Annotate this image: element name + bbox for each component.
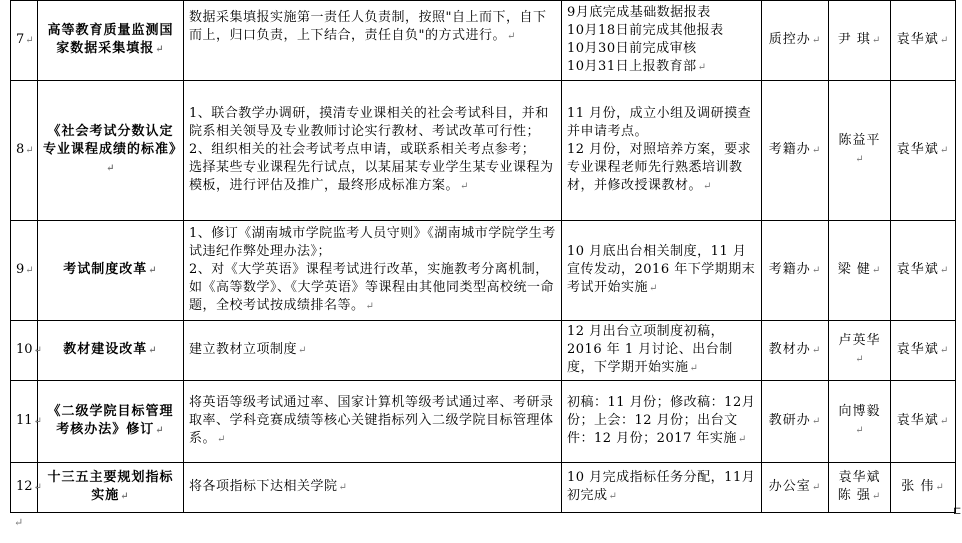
leader-cell: 袁华斌↵ xyxy=(891,81,956,221)
table-row xyxy=(11,321,956,381)
schedule-cell: 9月底完成基础数据报表 10月18日前完成其他报表 10月30日前完成审核 10月31日上报教育部↵ xyxy=(562,1,762,81)
project-name: 《二级学院目标管理考核办法》修订↵ xyxy=(38,381,184,463)
row-number: 12↵ xyxy=(11,463,38,513)
table-row xyxy=(11,81,956,221)
project-name: 考试制度改革↵ xyxy=(38,221,184,321)
department-cell: 考籍办↵ xyxy=(762,81,829,221)
paragraph-mark: ↵ xyxy=(14,516,24,529)
table-end-marker: ⊏ xyxy=(953,506,962,517)
project-name: 十三五主要规划指标实施↵ xyxy=(38,463,184,513)
leader-cell: 张 伟↵ xyxy=(891,463,956,513)
department-cell: 教材办↵ xyxy=(762,321,829,381)
schedule-cell: 初稿：11 月份；修改稿：12月份；上会：12 月份；出台文件：12 月份；2017 年实施↵ xyxy=(562,381,762,463)
measures-cell: 建立教材立项制度↵ xyxy=(184,321,562,381)
measures-cell: 将各项指标下达相关学院↵ xyxy=(184,463,562,513)
responsible-person-cell: 向博毅↵ xyxy=(829,381,891,463)
responsible-person-cell: 尹 琪↵ xyxy=(829,1,891,81)
project-name: 教材建设改革↵ xyxy=(38,321,184,381)
measures-cell: 1、联合教学办调研，摸清专业课相关的社会考试科目，并和院系相关领导及专业教师讨论实行教材、考试改革可行性； 2、组织相关的社会考试考点申请，或联系相关考点参考； 选择某些专业课程先行试点，以某届某专业学生某专业课程为模板，进行评估及推广，最终形成标准方案。↵ xyxy=(184,81,562,221)
responsible-person-cell: 袁华斌 陈 强↵ xyxy=(829,463,891,513)
leader-cell: 袁华斌↵ xyxy=(891,1,956,81)
table-row xyxy=(11,381,956,463)
department-cell: 教研办↵ xyxy=(762,381,829,463)
table-row xyxy=(11,1,956,81)
leader-cell: 袁华斌↵ xyxy=(891,321,956,381)
row-number: 10↵ xyxy=(11,321,38,381)
table-row xyxy=(11,221,956,321)
department-cell: 办公室↵ xyxy=(762,463,829,513)
row-number: 9↵ xyxy=(11,221,38,321)
schedule-cell: 12 月出台立项制度初稿，2016 年 1 月讨论、出台制度，下学期开始实施↵ xyxy=(562,321,762,381)
responsible-person-cell: 梁 健↵ xyxy=(829,221,891,321)
row-number: 7↵ xyxy=(11,1,38,81)
table-body xyxy=(11,1,956,513)
measures-cell: 将英语等级考试通过率、国家计算机等级考试通过率、考研录取率、学科竞赛成绩等核心关键指标列入二级学院目标管理体系。↵ xyxy=(184,381,562,463)
responsible-person-cell: 卢英华↵ xyxy=(829,321,891,381)
project-name: 《社会考试分数认定专业课程成绩的标准》↵ xyxy=(38,81,184,221)
measures-cell: 1、修订《湖南城市学院监考人员守则》《湖南城市学院学生考试违纪作弊处理办法》； 2、对《大学英语》课程考试进行改革，实施教考分离机制，如《高等数学》、《大学英语》等课程由其他同类型高校统一命题，全校考试按成绩排名等。↵ xyxy=(184,221,562,321)
project-name: 高等教育质量监测国家数据采集填报↵ xyxy=(38,1,184,81)
row-number: 8↵ xyxy=(11,81,38,221)
responsible-person-cell: 陈益平↵ xyxy=(829,81,891,221)
schedule-cell: 10 月完成指标任务分配，11月初完成↵ xyxy=(562,463,762,513)
table-row xyxy=(11,463,956,513)
department-cell: 考籍办↵ xyxy=(762,221,829,321)
department-cell: 质控办↵ xyxy=(762,1,829,81)
schedule-cell: 11 月份，成立小组及调研摸查并申请考点。 12 月份，对照培养方案，要求专业课程老师先行熟悉培训教材，并修改授课教材。↵ xyxy=(562,81,762,221)
schedule-cell: 10 月底出台相关制度，11 月宣传发动，2016 年下学期期末考试开始实施↵ xyxy=(562,221,762,321)
plan-table xyxy=(10,0,956,513)
leader-cell: 袁华斌↵ xyxy=(891,221,956,321)
row-number: 11↵ xyxy=(11,381,38,463)
leader-cell: 袁华斌↵ xyxy=(891,381,956,463)
measures-cell: 数据采集填报实施第一责任人负责制，按照"自上而下，自下而上，归口负责，上下结合，责任自负"的方式进行。↵ xyxy=(184,1,562,81)
